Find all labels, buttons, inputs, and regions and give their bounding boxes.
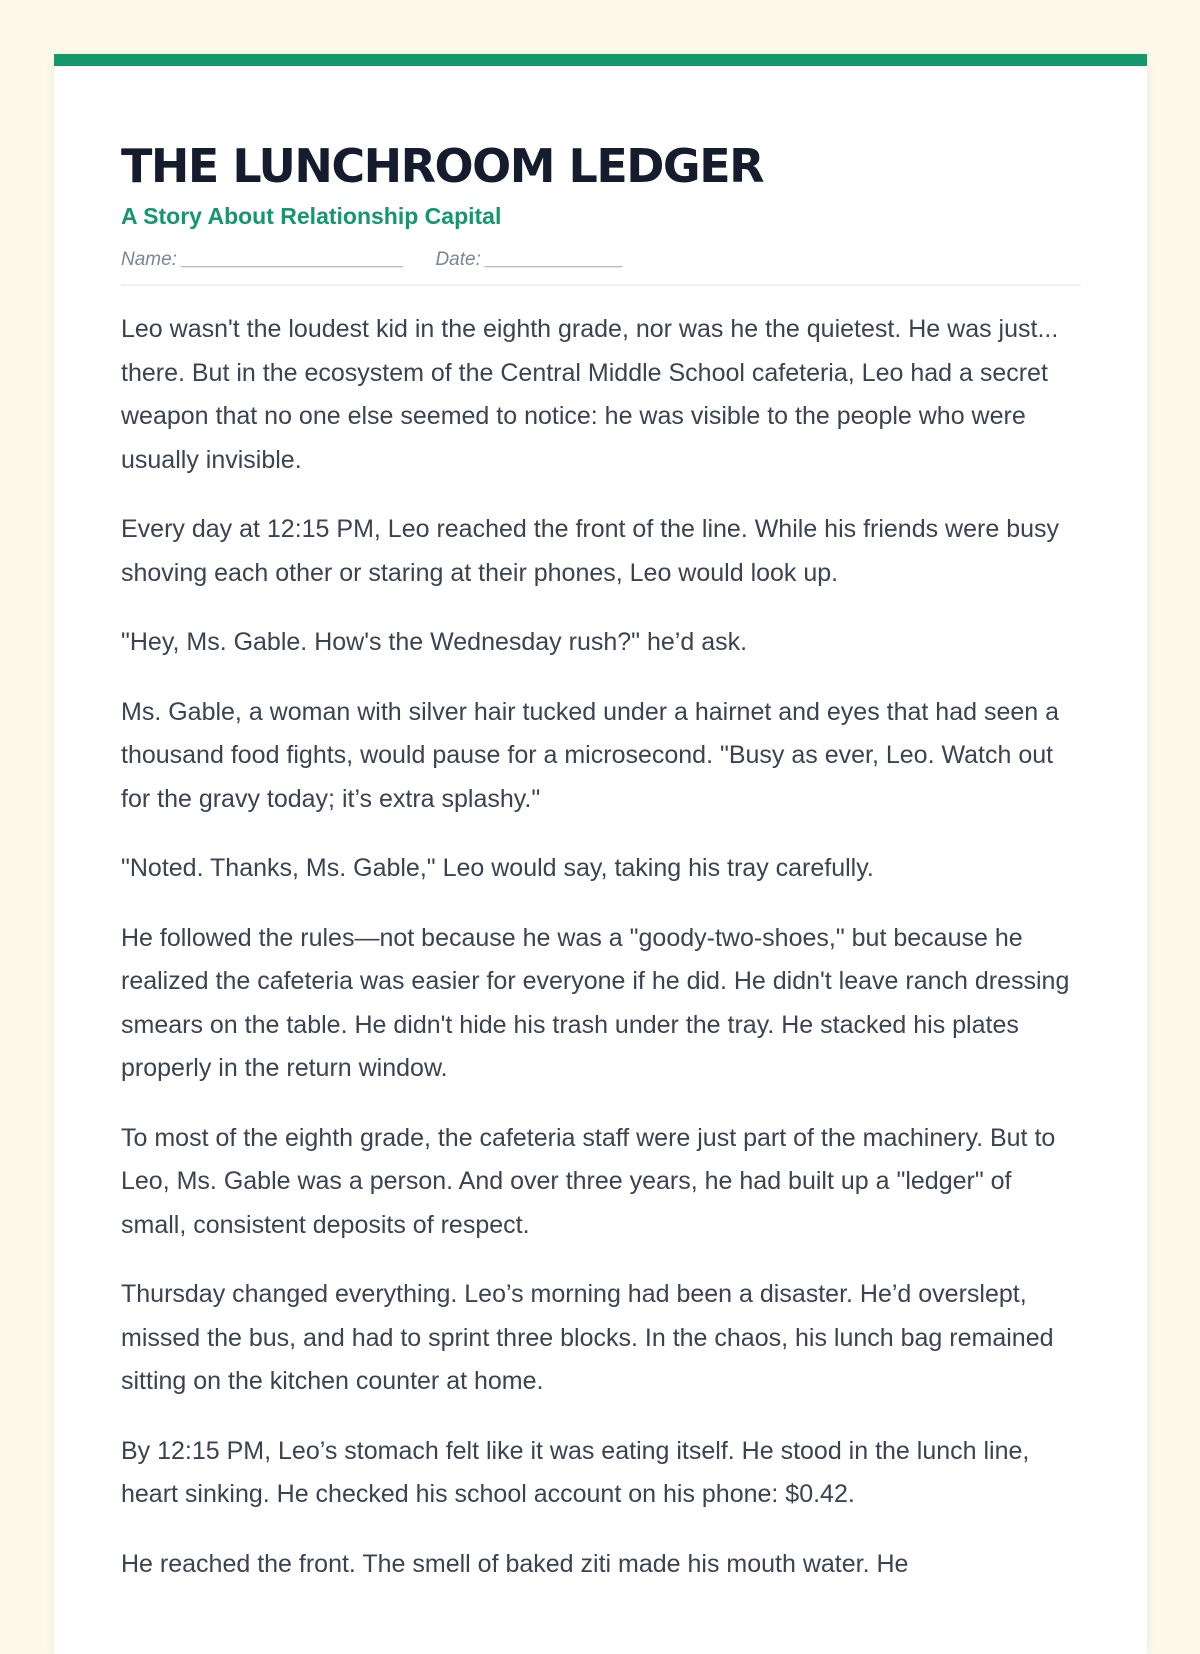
page-title: THE LUNCHROOM LEDGER bbox=[121, 139, 764, 193]
story-paragraph: He followed the rules—not because he was a "goody-two-shoes," but because he realized the cafeteria was easier for everyone if he did. He didn't leave ranch dressing smears on the table. He didn't hide his trash under the tray. He stacked his plates properly in the return window. bbox=[121, 923, 1070, 1082]
page-subtitle: A Story About Relationship Capital bbox=[121, 203, 502, 229]
story-paragraph: By 12:15 PM, Leo’s stomach felt like it was eating itself. He stood in the lunch line, heart sinking. He checked his school account on his phone: $0.42. bbox=[121, 1436, 1030, 1508]
story-paragraph: "Noted. Thanks, Ms. Gable," Leo would say, taking his tray carefully. bbox=[121, 854, 874, 882]
name-date-line bbox=[121, 248, 1081, 286]
story-paragraph: To most of the eighth grade, the cafeteria staff were just part of the machinery. But to Leo, Ms. Gable was a person. And over three years, he had built up a "ledger" of small, consistent deposits of respect. bbox=[121, 1123, 1056, 1239]
story-paragraph: Every day at 12:15 PM, Leo reached the front of the line. While his friends were busy shoving each other or staring at their phones, Leo would look up. bbox=[121, 515, 1060, 587]
story-paragraph: Thursday changed everything. Leo’s morning had been a disaster. He’d overslept, missed the bus, and had to sprint three blocks. In the chaos, his lunch bag remained sitting on the kitchen counter at home. bbox=[121, 1280, 1054, 1395]
story-body bbox=[121, 308, 1081, 1586]
story-paragraph: Leo wasn't the loudest kid in the eighth grade, nor was he the quietest. He was just... there. But in the ecosystem of the Central Middle School cafeteria, Leo had a secret weapon that no one else seemed to notice: he was visible to the people who were usually invisible. bbox=[121, 315, 1059, 474]
name-field: Name: _____________________ bbox=[121, 249, 405, 270]
worksheet-page bbox=[54, 54, 1147, 1654]
story-paragraph: "Hey, Ms. Gable. How's the Wednesday rush?" he’d ask. bbox=[121, 628, 748, 656]
story-paragraph: He reached the front. The smell of baked ziti made his mouth water. He bbox=[121, 1549, 909, 1578]
worksheet-content bbox=[121, 136, 1081, 1612]
date-field: Date: _____________ bbox=[435, 249, 624, 270]
story-paragraph: Ms. Gable, a woman with silver hair tucked under a hairnet and eyes that had seen a thousand food fights, would pause for a microsecond. "Busy as ever, Leo. Watch out for the gravy today; it’s extra splashy." bbox=[121, 697, 1060, 813]
